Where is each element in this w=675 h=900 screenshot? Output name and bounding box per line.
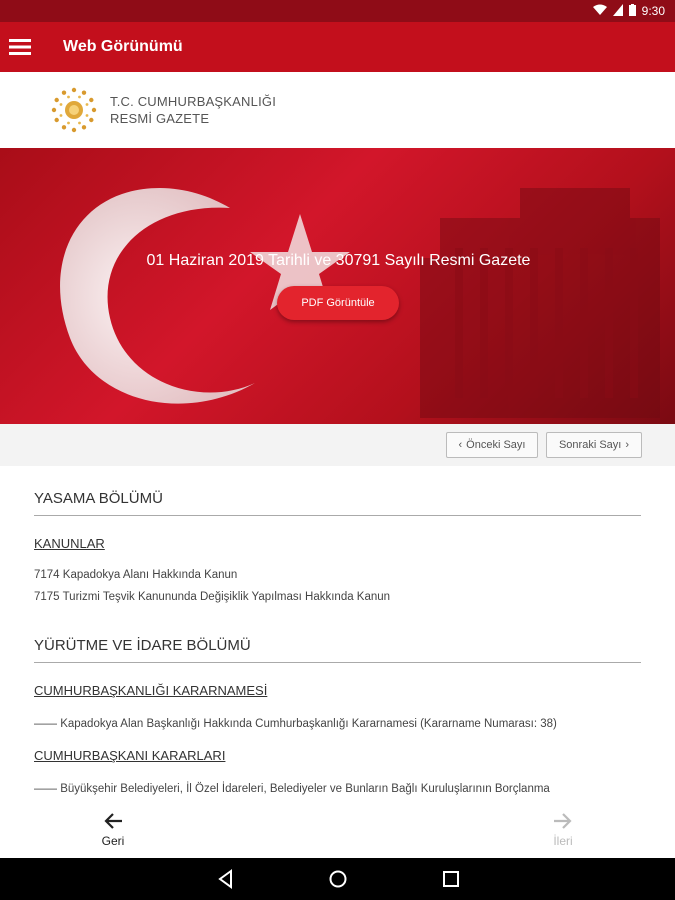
forward-label: İleri <box>553 834 573 848</box>
logo-line-2: RESMİ GAZETE <box>110 111 210 126</box>
previous-issue-label: Önceki Sayı <box>466 439 526 451</box>
menu-button[interactable] <box>1 22 39 72</box>
gazette-content <box>34 466 641 795</box>
list-item[interactable]: 7174 Kapadokya Alanı Hakkında Kanun <box>34 569 238 581</box>
wifi-icon <box>593 4 607 19</box>
app-title: Web Görünümü <box>63 38 183 55</box>
subsection-title-kanunlar: KANUNLAR <box>34 536 105 551</box>
subsection-title-kararlar: CUMHURBAŞKANI KARARLARI <box>34 748 226 763</box>
system-home-icon[interactable] <box>328 869 348 889</box>
chevron-right-icon: › <box>625 439 630 451</box>
logo-line-1: T.C. CUMHURBAŞKANLIĞI <box>110 94 277 109</box>
list-item[interactable]: —— Kapadokya Alan Başkanlığı Hakkında Cumhurbaşkanlığı Kararnamesi (Kararname Numarası: 38) <box>34 718 557 730</box>
section-title-yasama: YASAMA BÖLÜMÜ <box>34 490 641 516</box>
next-issue-button[interactable] <box>546 432 642 458</box>
next-issue-label: Sonraki Sayı <box>558 439 622 451</box>
system-back-icon[interactable] <box>216 869 236 889</box>
back-label: Geri <box>101 834 125 848</box>
pdf-view-button[interactable]: PDF Görüntüle <box>277 286 399 320</box>
arrow-left-icon <box>102 811 124 831</box>
issue-nav <box>0 424 675 466</box>
system-nav-bar <box>0 858 675 900</box>
site-header <box>0 72 675 148</box>
chevron-left-icon: ‹ <box>458 439 463 451</box>
hamburger-icon <box>9 39 31 55</box>
app-bar <box>0 22 675 72</box>
presidential-seal-icon[interactable] <box>50 86 98 134</box>
site-logo-text[interactable] <box>110 93 276 127</box>
status-time: 9:30 <box>641 4 665 18</box>
previous-issue-button[interactable] <box>446 432 538 458</box>
subsection-title-kararname: CUMHURBAŞKANLIĞI KARARNAMESİ <box>34 683 268 698</box>
list-item[interactable]: —— Büyükşehir Belediyeleri, İl Özel İdareleri, Belediyeler ve Bunların Bağlı Kuruluşlarının Borçlanma <box>34 783 550 795</box>
list-item[interactable]: 7175 Turizmi Teşvik Kanununda Değişiklik Yapılması Hakkında Kanun <box>34 591 391 603</box>
back-button[interactable] <box>83 811 143 848</box>
bottom-nav <box>0 805 675 858</box>
arrow-right-icon <box>552 811 574 831</box>
battery-icon <box>629 4 636 19</box>
status-bar <box>0 0 675 22</box>
hero-banner <box>0 148 675 424</box>
forward-button[interactable] <box>533 811 593 848</box>
section-title-yurutme: YÜRÜTME VE İDARE BÖLÜMÜ <box>34 637 641 663</box>
signal-icon <box>613 4 623 19</box>
system-recents-icon[interactable] <box>441 869 461 889</box>
hero-title: 01 Haziran 2019 Tarihli ve 30791 Sayılı Resmi Gazete <box>146 252 531 269</box>
